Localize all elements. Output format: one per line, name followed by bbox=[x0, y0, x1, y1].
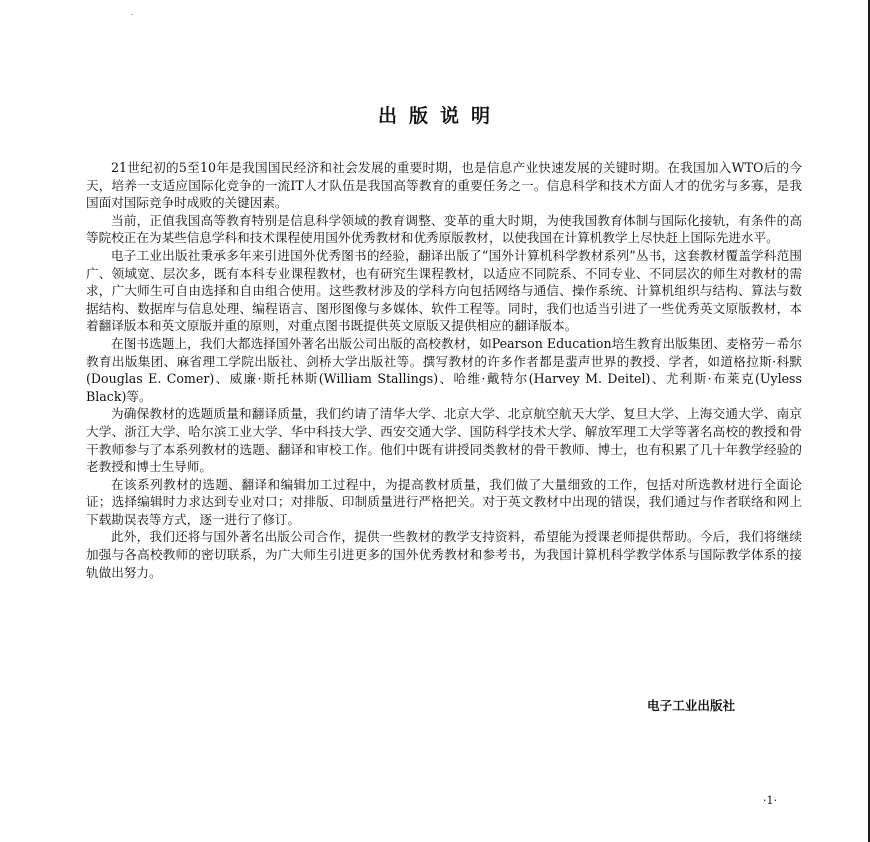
paragraph: 电子工业出版社秉承多年来引进国外优秀图书的经验，翻译出版了“国外计算机科学教材系列”丛书，这套教材覆盖学科范围广、领域宽、层次多，既有本科专业课程教材，也有研究生课程教材，以适应不同院系、不同专业、不同层次的师生对教材的需求，广大师生可自由选择和自由组合使用。这些教材涉及的学科方向包括网络与通信、操作系统、计算机组织与结构、算法与数据结构、数据库与信息处理、编程语言、图形图像与多媒体、软件工程等。同时，我们也适当引进了一些优秀英文原版教材，本着翻译版本和英文原版并重的原则，对重点图书既提供英文原版又提供相应的翻译版本。 bbox=[86, 247, 802, 334]
paragraph: 当前，正值我国高等教育特别是信息科学领域的教育调整、变革的重大时期，为使我国教育体制与国际化接轨，有条件的高等院校正在为某些信息学科和技术课程使用国外优秀教材和优秀原版教材，以使我国在计算机教学上尽快赶上国际先进水平。 bbox=[86, 212, 802, 246]
paragraph: 在图书选题上，我们大都选择国外著名出版公司出版的高校教材，如Pearson Education培生教育出版集团、麦格劳－希尔教育出版集团、麻省理工学院出版社、剑桥大学出版社等。撰写教材的许多作者都是蜚声世界的教授、学者，如道格拉斯·科默(Douglas E. Comer)、威廉·斯托林斯(William Stallings)、哈维·戴特尔(Harvey M. Deitel)、尤利斯·布莱克(Uyless Black)等。 bbox=[86, 335, 802, 404]
paragraph: 在该系列教材的选题、翻译和编辑加工过程中，为提高教材质量，我们做了大量细致的工作，包括对所选教材进行全面论证；选择编辑时力求达到专业对口；对排版、印制质量进行严格把关。对于英文教材中出现的错误，我们通过与作者联络和网上下载勘误表等方式，逐一进行了修订。 bbox=[86, 476, 802, 527]
publisher-signature: 电子工业出版社 bbox=[647, 698, 736, 713]
body-text bbox=[86, 159, 802, 581]
paragraph: 21世纪初的5至10年是我国国民经济和社会发展的重要时期，也是信息产业快速发展的关键时期。在我国加入WTO后的今天，培养一支适应国际化竞争的一流IT人才队伍是我国高等教育的重要任务之一。信息科学和技术方面人才的优劣与多寡，是我国面对国际竞争时成败的关键因素。 bbox=[86, 160, 802, 211]
paragraph: 此外，我们还将与国外著名出版公司合作，提供一些教材的教学支持资料，希望能为授课老师提供帮助。今后，我们将继续加强与各高校教师的密切联系，为广大师生引进更多的国外优秀教材和参考书，为我国计算机科学教学体系与国际教学体系的接轨做出努力。 bbox=[86, 529, 802, 580]
page-number: ·1· bbox=[763, 794, 777, 807]
paragraph: 为确保教材的选题质量和翻译质量，我们约请了清华大学、北京大学、北京航空航天大学、复旦大学、上海交通大学、南京大学、浙江大学、哈尔滨工业大学、华中科技大学、西安交通大学、国防科学技术大学、解放军理工大学等著名高校的教授和骨干教师参与了本系列教材的选题、翻译和审校工作。他们中既有讲授同类教材的骨干教师、博士，也有积累了几十年教学经验的老教授和博士生导师。 bbox=[86, 406, 802, 475]
corner-mark: . bbox=[130, 8, 133, 17]
page-title: 出版说明 bbox=[377, 105, 502, 127]
